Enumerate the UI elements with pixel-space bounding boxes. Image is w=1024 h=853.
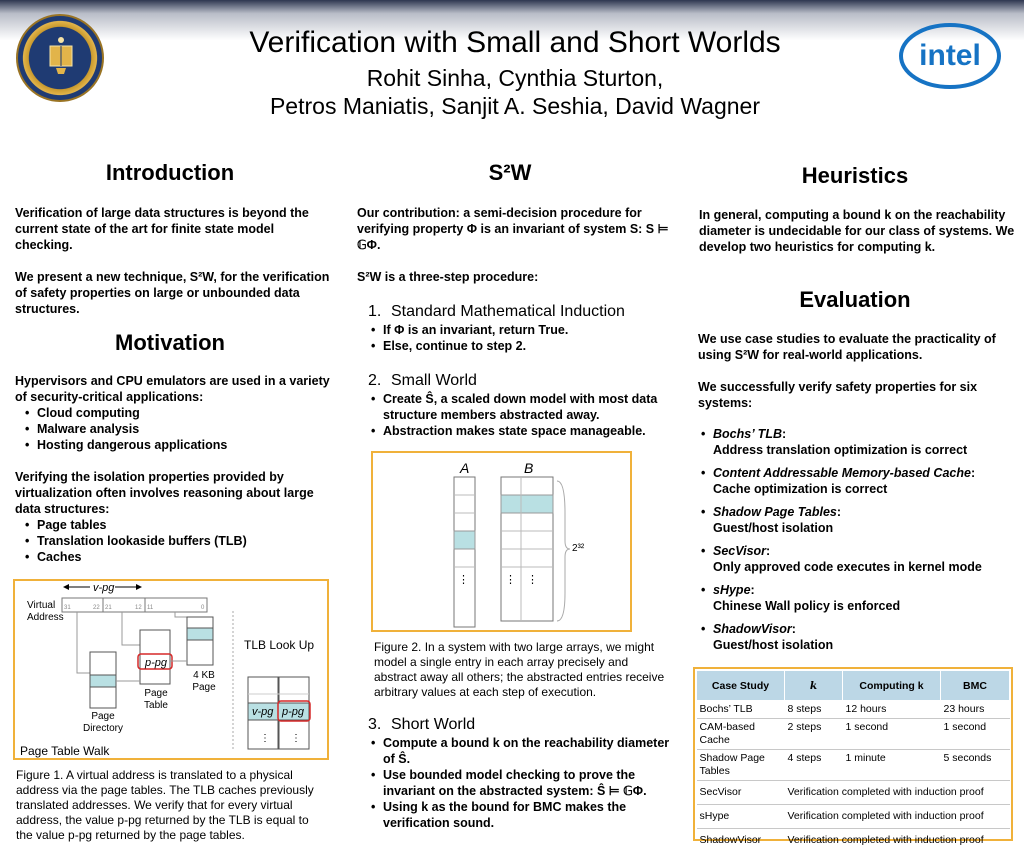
page-directory-label-1: Page (91, 711, 115, 722)
table-cell: Verification completed with induction proof (785, 805, 1010, 829)
step-2-label: Small World (391, 372, 477, 389)
seal-graphic (18, 16, 106, 104)
introduction-body (15, 205, 330, 333)
authors (150, 64, 880, 120)
list-item: • Bochs’ TLB: Address translation optimization is correct (699, 426, 1019, 458)
table-cell: 5 seconds (941, 750, 1010, 781)
page-directory-label-2: Directory (82, 723, 124, 734)
bit-label: 11 (147, 605, 154, 611)
table-cell: SecVisor (697, 781, 785, 805)
list-item: • Cloud computing (15, 405, 330, 421)
table-cell: 1 second (941, 719, 1010, 750)
table-cell: sHype (697, 805, 785, 829)
vpg-label-tlb: v-pg (252, 706, 274, 718)
table-cell: 4 steps (785, 750, 843, 781)
table-cell: CAM-based Cache (697, 719, 785, 750)
motivation-list-2 (15, 517, 330, 565)
array-b-ellipsis: ⋮ (505, 574, 516, 586)
heuristics-body: In general, computing a bound k on the reachability diameter is undecidable for our class of systems. We develop two heuristics for computing k. (699, 208, 1015, 254)
table-row (697, 701, 1010, 719)
motivation-heading: Motivation (115, 330, 225, 355)
table-cell: ShadowVisor (697, 829, 785, 853)
table-cell: 1 second (843, 719, 941, 750)
table-cell: 8 steps (785, 701, 843, 719)
list-item: • SecVisor: Only approved code executes in kernel mode (699, 543, 1019, 575)
col-header-case-study: Case Study (697, 671, 785, 701)
system-name: ShadowVisor (713, 622, 792, 636)
list-item: • ShadowVisor: Guest/host isolation (699, 621, 1019, 653)
list-item: • Shadow Page Tables: Guest/host isolation (699, 504, 1019, 536)
evaluation-body (698, 331, 1018, 427)
four-kb-page-box (187, 617, 213, 665)
introduction-para-2: We present a new technique, S²W, for the verification of safety properties on large or unbounded data structures. (15, 270, 330, 316)
array-b-label: B (524, 460, 534, 476)
motivation-list-1 (15, 405, 330, 453)
heuristics-heading: Heuristics (801, 163, 909, 188)
list-item: • Else, continue to step 2. (369, 338, 674, 354)
authors-line-2: Petros Maniatis, Sanjit A. Seshia, David Wagner (269, 93, 761, 119)
evaluation-systems-list (699, 426, 1019, 660)
system-desc: Chinese Wall policy is enforced (713, 599, 901, 613)
list-item: • sHype: Chinese Wall policy is enforced (699, 582, 1019, 614)
table-header-row (697, 671, 1010, 701)
four-kb-label-1: 4 KB (193, 670, 215, 681)
s2w-heading: S²W (488, 160, 532, 185)
list-item: • Abstraction makes state space manageable. (369, 423, 674, 439)
list-item: • Caches (15, 549, 330, 565)
evaluation-heading: Evaluation (799, 287, 911, 312)
table-cell: 2 steps (785, 719, 843, 750)
step-2-title (368, 372, 477, 390)
table-row (697, 719, 1010, 750)
system-name: sHype (713, 583, 751, 597)
array-b-modeled-entry (501, 495, 553, 513)
step-3-number: 3. (368, 716, 382, 733)
array-a (454, 477, 475, 627)
array-size-label: 2³² (572, 543, 585, 554)
list-item: • If Φ is an invariant, return True. (369, 322, 674, 338)
step-1-list (369, 322, 674, 354)
figure-1-caption: Figure 1. A virtual address is translated to a physical address via the page tables. The TLB caches previously translated addresses. We verify that for every virtual address, the value p-pg returned by the TLB is equal to the value p-pg returned by the page tables. (16, 768, 314, 842)
poster-title: Verification with Small and Short Worlds (249, 26, 781, 59)
list-item: • Malware analysis (15, 421, 330, 437)
table-row (697, 829, 1010, 853)
tlb-lookup-label: TLB Look Up (244, 638, 315, 652)
table-cell: Bochs’ TLB (697, 701, 785, 719)
virtual-address-label-1: Virtual (27, 600, 56, 611)
array-a-ellipsis: ⋮ (458, 574, 469, 586)
page-table-label-1: Page (144, 688, 168, 699)
motivation-para-2: Verifying the isolation properties provided by virtualization often involves reasoning about large data structures: (15, 470, 314, 516)
step-2-list (369, 391, 674, 439)
col-header-computing-k: Computing k (843, 671, 941, 701)
introduction-para-1: Verification of large data structures is beyond the current state of the art for finite state model checking. (15, 206, 309, 252)
introduction-heading: Introduction (105, 160, 235, 185)
table-cell: Verification completed with induction proof (785, 829, 1010, 853)
intel-logo-text: intel (919, 39, 981, 72)
list-item: • Content Addressable Memory-based Cache: Cache optimization is correct (699, 465, 1019, 497)
step-3-list (369, 735, 674, 831)
vpg-label: v-pg (93, 582, 115, 594)
list-item: • Compute a bound k on the reachability diameter of Ŝ. (369, 735, 674, 767)
col-header-bmc: BMC (941, 671, 1010, 701)
figure-2-diagram (373, 453, 630, 630)
col-header-k: k (785, 671, 843, 701)
four-kb-label-2: Page (192, 682, 216, 693)
step-2-number: 2. (368, 372, 382, 389)
tlb-ellipsis: ⋮ (260, 733, 270, 744)
list-item: • Hosting dangerous applications (15, 437, 330, 453)
array-b-ellipsis: ⋮ (527, 574, 538, 586)
tlb-ellipsis: ⋮ (291, 733, 301, 744)
list-item: • Create Ŝ, a scaled down model with most data structure members abstracted away. (369, 391, 674, 423)
motivation-body (15, 373, 330, 565)
table-cell: Shadow Page Tables (697, 750, 785, 781)
step-3-title (368, 716, 475, 734)
list-item: • Use bounded model checking to prove the invariant on the abstracted system: Ŝ ⊨ 𝔾Φ. (369, 767, 674, 799)
table-cell: 12 hours (843, 701, 941, 719)
list-item: • Page tables (15, 517, 330, 533)
ppg-label-pagetable: p-pg (145, 657, 168, 669)
system-desc: Cache optimization is correct (713, 482, 888, 496)
bit-label: 22 (93, 605, 100, 611)
system-name: Content Addressable Memory-based Cache (713, 466, 971, 480)
step-1-number: 1. (368, 303, 382, 320)
intel-logo (898, 20, 1002, 92)
step-1-title (368, 303, 625, 321)
table-row (697, 805, 1010, 829)
berkeley-seal-logo (16, 14, 104, 102)
ppg-label-tlb: p-pg (282, 706, 305, 718)
list-item: • Translation lookaside buffers (TLB) (15, 533, 330, 549)
evaluation-para-1: We use case studies to evaluate the practicality of using S²W for real-world applications. (698, 332, 996, 362)
figure-1-diagram (15, 581, 327, 758)
table-cell: 23 hours (941, 701, 1010, 719)
s2w-three-step: S²W is a three-step procedure: (357, 270, 539, 284)
array-a-label: A (460, 460, 470, 476)
motivation-para-1: Hypervisors and CPU emulators are used in a variety of security-critical applications: (15, 374, 330, 404)
authors-line-1: Rohit Sinha, Cynthia Sturton, (366, 65, 664, 91)
s2w-body (357, 205, 677, 301)
system-desc: Guest/host isolation (713, 638, 834, 652)
bit-label: 12 (135, 605, 142, 611)
table-cell: Verification completed with induction proof (785, 781, 1010, 805)
system-desc: Guest/host isolation (713, 521, 834, 535)
evaluation-para-2: We successfully verify safety properties for six systems: (698, 380, 978, 410)
array-a-modeled-entry (454, 531, 475, 549)
list-item: • Using k as the bound for BMC makes the verification sound. (369, 799, 674, 831)
results-table (696, 670, 1010, 852)
step-3-label: Short World (391, 716, 476, 733)
step-1-label: Standard Mathematical Induction (391, 303, 625, 320)
system-desc: Address translation optimization is correct (713, 443, 968, 457)
figure-2-caption: Figure 2. In a system with two large arrays, we might model a single entry in each array precisely and abstract away all others; the abstracted entries receive arbitrary values at each step of execution. (374, 640, 665, 699)
system-desc: Only approved code executes in kernel mode (713, 560, 982, 574)
bit-label: 21 (105, 605, 112, 611)
table-row (697, 750, 1010, 781)
bit-label: 0 (201, 605, 205, 611)
s2w-contribution: Our contribution: a semi-decision procedure for verifying property Φ is an invariant of system S: S ⊨ 𝔾Φ. (357, 206, 669, 252)
bit-label: 31 (64, 605, 71, 611)
system-name: Shadow Page Tables (713, 505, 837, 519)
table-row (697, 781, 1010, 805)
system-name: Bochs’ TLB (713, 427, 782, 441)
virtual-address-label-2: Address (27, 612, 64, 623)
page-table-label-2: Table (144, 700, 168, 711)
system-name: SecVisor (713, 544, 767, 558)
page-table-walk-label: Page Table Walk (20, 744, 110, 758)
table-cell: 1 minute (843, 750, 941, 781)
